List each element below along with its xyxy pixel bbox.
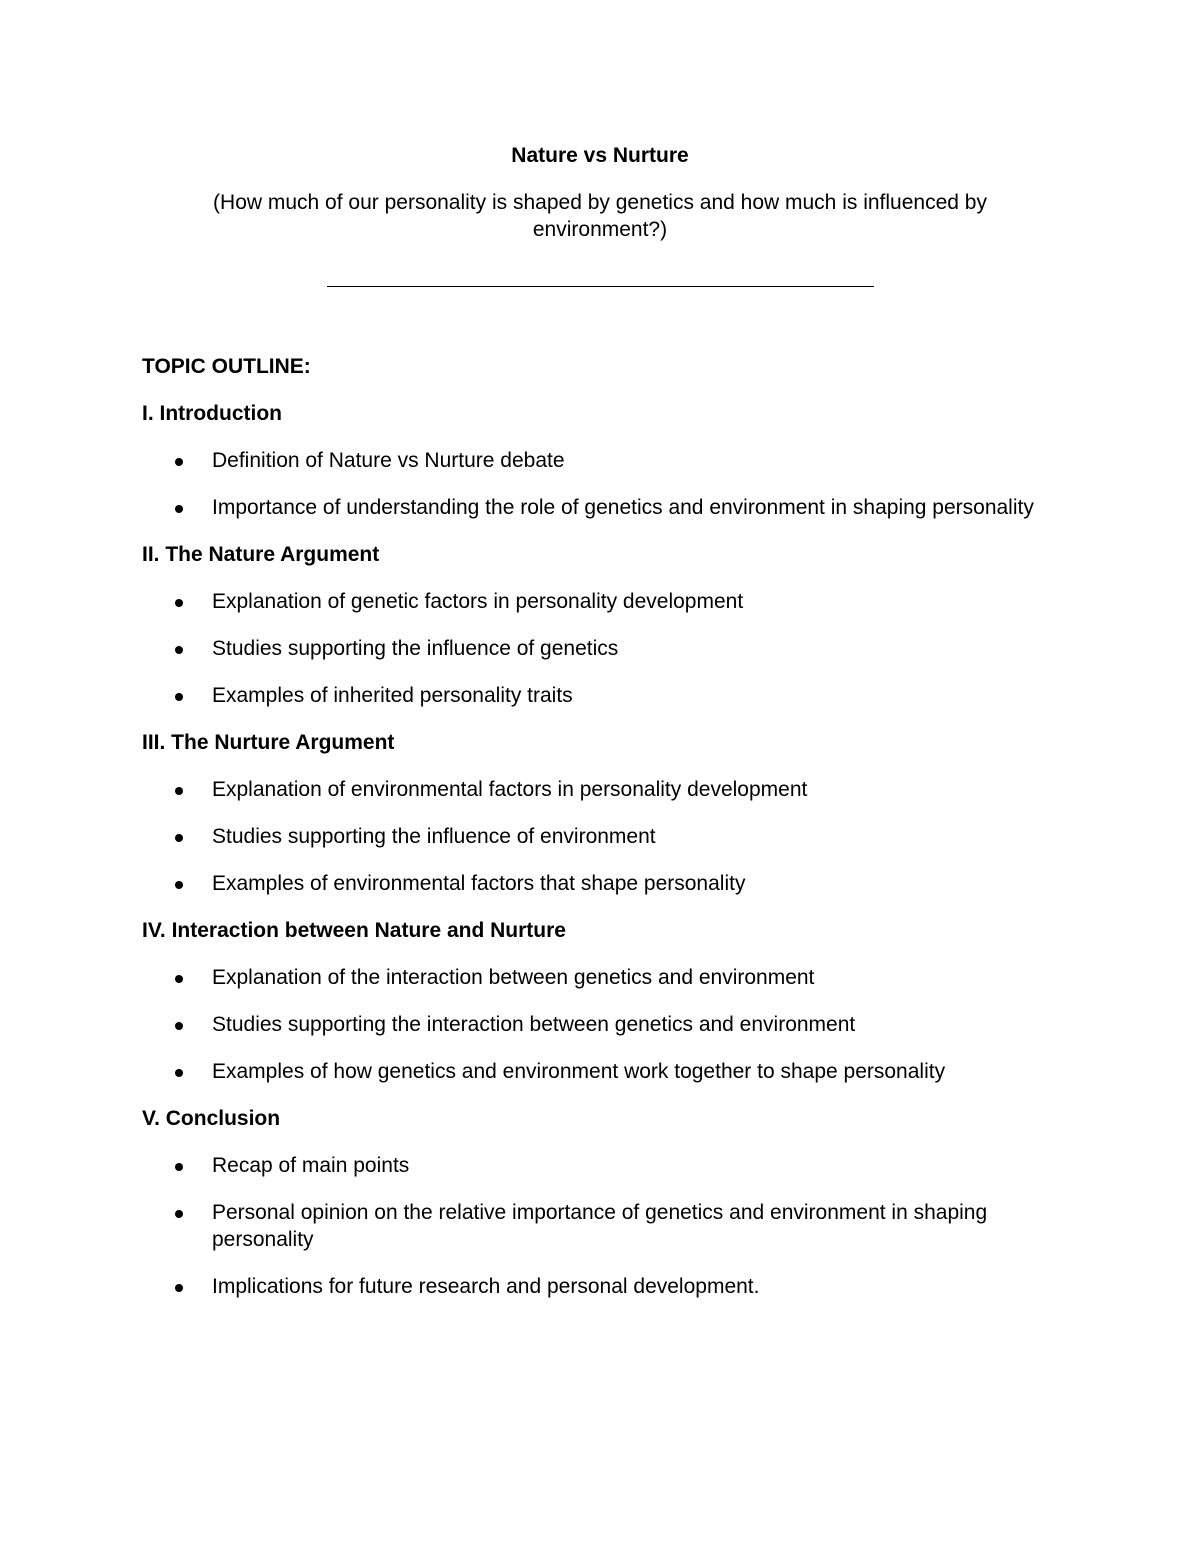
section-heading: IV. Interaction between Nature and Nurture (142, 919, 566, 942)
list-item-text: Studies supporting the influence of genetics (212, 637, 619, 660)
list-item-text: Explanation of environmental factors in personality development (212, 778, 808, 801)
list-item (142, 964, 1062, 991)
bullet-list (142, 1152, 1062, 1300)
bullet-list (142, 588, 1062, 709)
document-title: Nature vs Nurture (511, 144, 689, 167)
list-item (142, 1199, 1062, 1253)
list-item-text: Studies supporting the interaction between genetics and environment (212, 1013, 856, 1036)
bullet-icon (175, 646, 183, 654)
bullet-list (142, 447, 1062, 521)
outline-sections (142, 400, 1062, 1300)
bullet-icon (175, 787, 183, 795)
section-heading: III. The Nurture Argument (142, 731, 395, 754)
bullet-list (142, 776, 1062, 897)
list-item-text: Explanation of the interaction between genetics and environment (212, 966, 815, 989)
list-item-text: Examples of inherited personality traits (212, 684, 573, 707)
list-item (142, 447, 1062, 474)
bullet-list (142, 964, 1062, 1085)
topic-outline (142, 353, 1062, 1320)
list-item (142, 776, 1062, 803)
list-item-text: Implications for future research and personal development. (212, 1275, 760, 1298)
bullet-icon (175, 1284, 183, 1292)
section-heading: II. The Nature Argument (142, 543, 380, 566)
list-item (142, 870, 1062, 897)
bullet-icon (175, 1210, 183, 1218)
bullet-icon (175, 693, 183, 701)
list-item (142, 1058, 1062, 1085)
list-item-text: Definition of Nature vs Nurture debate (212, 449, 565, 472)
list-item (142, 682, 1062, 709)
outline-label: TOPIC OUTLINE: (142, 355, 311, 378)
list-item (142, 1152, 1062, 1179)
bullet-icon (175, 1163, 183, 1171)
list-item-text: Importance of understanding the role of genetics and environment in shaping personality (212, 496, 1034, 519)
bullet-icon (175, 1069, 183, 1077)
list-item-text: Examples of how genetics and environment work together to shape personality (212, 1060, 946, 1083)
list-item (142, 588, 1062, 615)
bullet-icon (175, 458, 183, 466)
horizontal-rule (327, 286, 874, 287)
list-item (142, 494, 1062, 521)
list-item (142, 1273, 1062, 1300)
bullet-icon (175, 975, 183, 983)
bullet-icon (175, 834, 183, 842)
bullet-icon (175, 505, 183, 513)
bullet-icon (175, 599, 183, 607)
list-item-text: Explanation of genetic factors in personality development (212, 590, 744, 613)
bullet-icon (175, 881, 183, 889)
list-item-text: Studies supporting the influence of environment (212, 825, 656, 848)
list-item-text: Examples of environmental factors that shape personality (212, 872, 746, 895)
bullet-icon (175, 1022, 183, 1030)
list-item (142, 635, 1062, 662)
list-item (142, 823, 1062, 850)
list-item (142, 1011, 1062, 1038)
section-heading: V. Conclusion (142, 1107, 281, 1130)
list-item-text: Recap of main points (212, 1154, 410, 1177)
document-subtitle: (How much of our personality is shaped by genetics and how much is influenced by environment?) (213, 191, 987, 241)
list-item-text: Personal opinion on the relative importance of genetics and environment in shaping personality (212, 1201, 988, 1251)
section-heading: I. Introduction (142, 402, 282, 425)
